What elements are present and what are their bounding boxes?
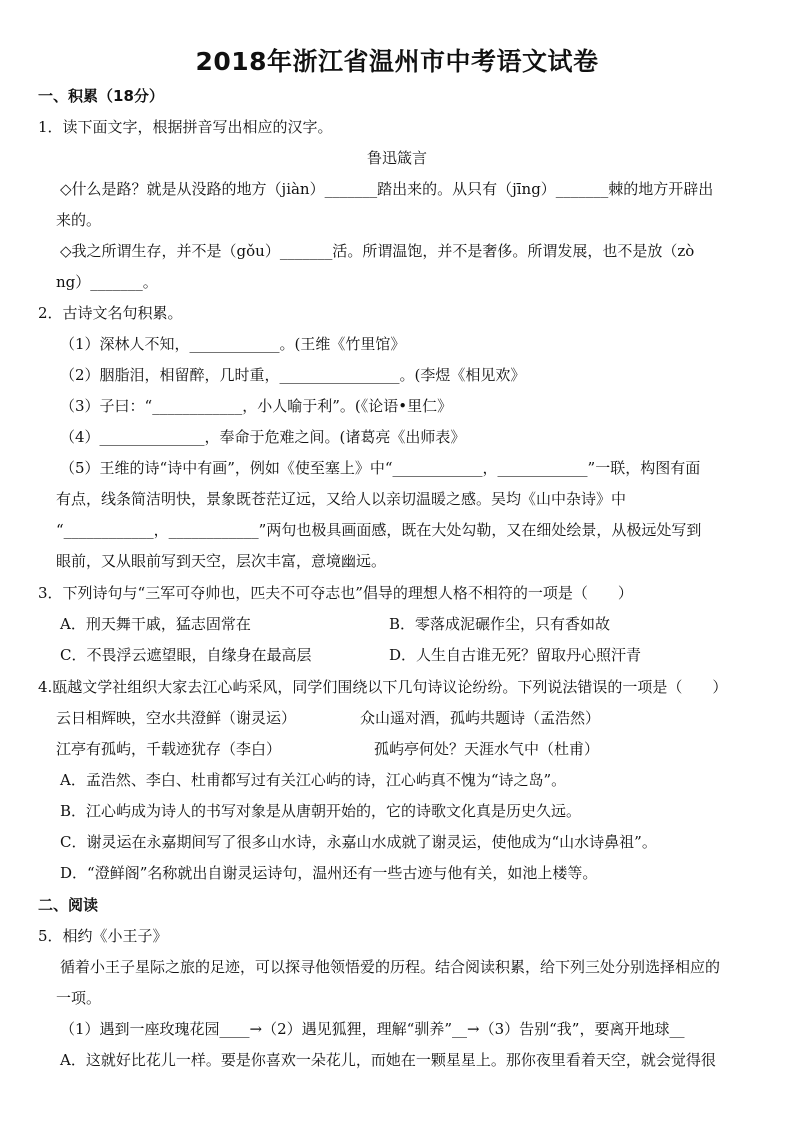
- question-2-item: （2）胭脂泪，相留醉，几时重，________________。(李煜《相见欢》: [60, 366, 526, 384]
- question-5-stem: 5．相约《小王子》: [38, 927, 168, 945]
- question-2-item: “____________，____________”两句也极具画面感，既在大处勾勒，又在细处绘景，从极远处写到: [56, 521, 702, 539]
- question-5-line: （1）遇到一座玫瑰花园____→（2）遇见狐狸，理解“驯养”__→（3）告别“我”，要离开地球__: [60, 1020, 685, 1038]
- question-4-poem-line: 江亭有孤屿，千载迹犹存（李白）: [56, 740, 282, 758]
- question-4-option-d: D．“澄鲜阁”名称就出自谢灵运诗句，温州还有一些古迹与他有关，如池上楼等。: [60, 864, 598, 882]
- question-1-line: 来的。: [56, 211, 102, 229]
- question-2-stem: 2．古诗文名句积累。: [38, 304, 183, 322]
- question-3-option-c: C．不畏浮云遮望眼，自缘身在最高层: [60, 646, 312, 664]
- question-4-poem-line: 孤屿亭何处？天涯水气中（杜甫）: [374, 740, 600, 758]
- question-4-option-a: A．孟浩然、李白、杜甫都写过有关江心屿的诗，江心屿真不愧为“诗之岛”。: [60, 771, 567, 789]
- question-3-stem: 3．下列诗句与“三军可夺帅也，匹夫不可夺志也”倡导的理想人格不相符的一项是（ ）: [38, 584, 633, 602]
- question-3-option-a: A．刑天舞干戚，猛志固常在: [60, 615, 251, 633]
- question-2-item: 有点，线条简洁明快，景象既苍茫辽远，又给人以亲切温暖之感。吴均《山中杂诗》中: [56, 490, 627, 508]
- question-2-item: 眼前，又从眼前写到天空，层次丰富，意境幽远。: [56, 552, 387, 570]
- question-1-stem: 1．读下面文字，根据拼音写出相应的汉字。: [38, 118, 333, 136]
- question-2-item: （1）深林人不知，____________。(王维《竹里馆》: [60, 335, 406, 353]
- question-1-line: ◇我之所谓生存，并不是（gǒu）_______活。所谓温饱，并不是奢侈。所谓发展，也不是放（zò: [60, 242, 695, 260]
- question-3-option-b: B．零落成泥碾作尘，只有香如故: [389, 615, 611, 633]
- passage-heading: 鲁迅箴言: [366, 149, 427, 167]
- question-4-option-c: C．谢灵运在永嘉期间写了很多山水诗，永嘉山水成就了谢灵运，使他成为“山水诗鼻祖”。: [60, 833, 657, 851]
- question-2-item: （3）子曰：“____________，小人喻于利”。(《论语•里仁》: [60, 397, 453, 415]
- question-5-line: 一项。: [56, 989, 102, 1007]
- question-1-line: ng）_______。: [56, 273, 158, 291]
- section-heading-reading: 二、阅读: [38, 896, 99, 914]
- question-2-item: （5）王维的诗“诗中有画”，例如《使至塞上》中“____________，____________”一联，构图有面: [60, 459, 701, 477]
- question-2-item: （4）______________，奉命于危难之间。(诸葛亮《出师表》: [60, 428, 466, 446]
- question-5-line: 循着小王子星际之旅的足迹，可以探寻他领悟爱的历程。结合阅读积累，给下列三处分别选择相应的: [60, 958, 721, 976]
- question-5-option-a: A．这就好比花儿一样。要是你喜欢一朵花儿，而她在一颗星星上。那你夜里看着天空，就会觉得很: [60, 1051, 716, 1069]
- section-heading-accumulation: 一、积累（18分）: [38, 87, 164, 105]
- page-title: 2018年浙江省温州市中考语文试卷: [195, 47, 599, 76]
- question-3-option-d: D．人生自古谁无死？留取丹心照汗青: [389, 646, 642, 664]
- question-4-poem-line: 云日相辉映，空水共澄鲜（谢灵运）: [56, 709, 297, 727]
- question-4-option-b: B．江心屿成为诗人的书写对象是从唐朝开始的，它的诗歌文化真是历史久远。: [60, 802, 582, 820]
- question-4-poem-line: 众山遥对酒，孤屿共题诗（孟浩然）: [360, 709, 601, 727]
- question-4-stem: 4.瓯越文学社组织大家去江心屿采风，同学们围绕以下几句诗议论纷纷。下列说法错误的一项是（ ）: [38, 678, 728, 696]
- question-1-line: ◇什么是路？就是从没路的地方（jiàn）_______踏出来的。从只有（jīng）_______棘的地方开辟出: [60, 180, 714, 198]
